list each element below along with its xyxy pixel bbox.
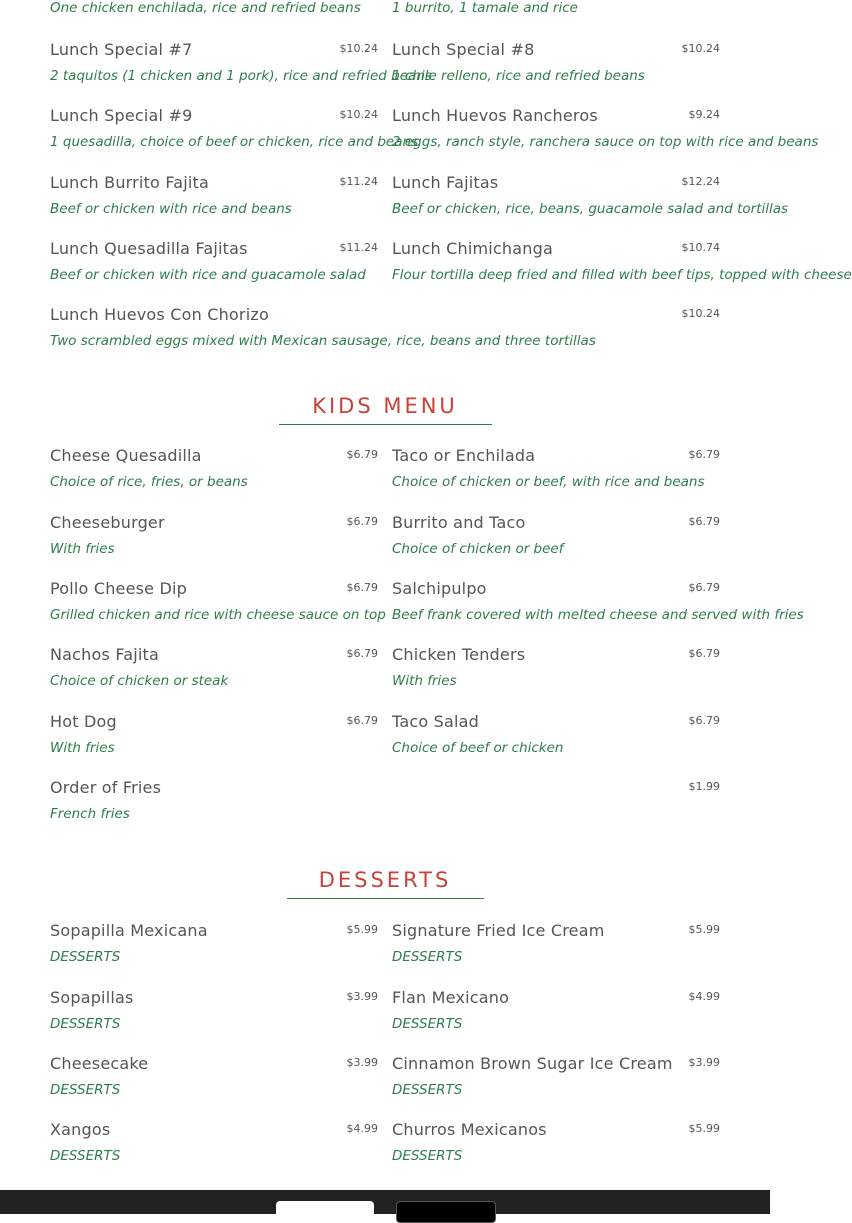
menu-item[interactable] [392,231,852,297]
item-name: Cheese Quesadilla [50,446,202,466]
menu-item[interactable] [392,1112,720,1178]
item-description: One chicken enchilada, rice and refried beans [50,0,361,16]
menu-item[interactable] [392,571,804,637]
item-price: $6.79 [346,581,378,595]
lunch-partial-item-2 [392,0,720,22]
item-description: 2 eggs, ranch style, ranchera sauce on top with rice and beans [392,134,819,151]
menu-item[interactable] [50,571,386,637]
item-price: $6.79 [688,448,720,462]
desserts-section [50,868,720,1178]
item-description: DESSERTS [50,1081,121,1098]
menu-item[interactable] [392,505,720,571]
item-name: Taco Salad [392,711,479,731]
item-name: Signature Fried Ice Cream [392,921,605,941]
menu-item[interactable] [392,980,720,1046]
item-price: $6.79 [346,647,378,661]
item-price: $10.74 [681,240,720,254]
menu-content [50,0,852,1178]
item-price: $6.79 [688,713,720,727]
item-description: DESSERTS [392,1148,463,1165]
item-name: Churros Mexicanos [392,1120,547,1140]
item-name: Sopapillas [50,987,134,1007]
item-description: Choice of beef or chicken [392,739,564,756]
item-price: $5.99 [688,923,720,937]
item-name: Lunch Quesadilla Fajitas [50,238,248,258]
item-price: $6.79 [346,713,378,727]
section-divider [287,898,484,899]
item-price: $6.79 [688,514,720,528]
menu-item[interactable] [50,32,432,98]
item-description: Grilled chicken and rice with cheese sauce on top [50,607,386,624]
item-description: DESSERTS [50,949,121,966]
item-name: Lunch Special #7 [50,40,193,59]
item-price: $11.24 [339,240,378,254]
lunch-grid [50,32,852,363]
menu-item[interactable] [50,913,378,979]
item-price: $11.24 [339,174,378,188]
item-description: DESSERTS [392,1015,463,1032]
item-price: $5.99 [346,923,378,937]
menu-item[interactable] [392,637,720,703]
menu-item[interactable] [50,637,378,703]
menu-item[interactable] [392,98,819,164]
item-description: Beef or chicken with rice and beans [50,200,292,217]
lunch-top-row [50,0,720,22]
item-price: $1.99 [688,779,720,793]
section-divider [279,424,492,425]
item-name: Cheesecake [50,1053,149,1073]
item-description: DESSERTS [50,1148,121,1165]
item-description: French fries [50,805,130,822]
item-price: $4.99 [346,1122,378,1136]
item-price: $3.99 [346,1055,378,1069]
menu-item[interactable] [50,980,378,1046]
kids-grid [50,438,804,836]
item-name: Lunch Huevos Rancheros [392,106,598,126]
desserts-grid [50,913,720,1178]
item-price: $3.99 [346,989,378,1003]
item-name: Sopapilla Mexicana [50,921,208,941]
lunch-partial-item-1 [50,0,378,22]
item-price: $6.79 [688,647,720,661]
menu-item[interactable] [50,165,378,231]
menu-item[interactable] [392,1046,720,1112]
item-price: $10.24 [339,42,378,55]
item-price: $12.24 [681,174,720,188]
item-description: Choice of rice, fries, or beans [50,474,248,491]
section-title: DESSERTS [318,868,452,893]
item-description: Choice of chicken or beef, with rice and beans [392,474,705,491]
item-name: Burrito and Taco [392,512,526,532]
menu-item[interactable] [392,32,720,98]
menu-item[interactable] [50,1046,378,1112]
item-price: $10.24 [681,307,720,321]
item-name: Chicken Tenders [392,645,526,665]
menu-item[interactable] [392,438,720,504]
item-price: $5.99 [688,1122,720,1136]
item-description: Beef or chicken, rice, beans, guacamole salad and tortillas [392,200,789,217]
item-description: DESSERTS [50,1015,121,1032]
item-description: Choice of chicken or beef [392,540,564,557]
page-footer [0,1190,770,1214]
item-price: $3.99 [688,1055,720,1069]
item-price: $10.24 [339,108,378,122]
menu-item[interactable] [50,438,378,504]
item-name: Lunch Fajitas [392,172,499,192]
item-description: 1 burrito, 1 tamale and rice [392,0,578,16]
item-name: Cinnamon Brown Sugar Ice Cream [392,1053,673,1073]
menu-item[interactable] [392,165,789,231]
app-store-badge-dark[interactable] [396,1201,496,1223]
item-description: Beef or chicken with rice and guacamole salad [50,266,366,283]
item-name: Xangos [50,1120,111,1140]
item-name: Lunch Burrito Fajita [50,172,210,192]
item-description: With fries [50,540,115,557]
app-store-badge-light[interactable] [276,1201,374,1221]
kids-menu-section [50,394,804,836]
item-price: $6.79 [346,448,378,462]
item-description: 1 quesadilla, choice of beef or chicken, rice and beans [50,134,419,151]
item-description: With fries [50,739,115,756]
item-name: Order of Fries [50,777,162,797]
menu-item[interactable] [392,704,720,770]
item-name: Lunch Special #9 [50,106,193,126]
item-price: $4.99 [688,989,720,1003]
item-description: DESSERTS [392,949,463,966]
item-name: Nachos Fajita [50,645,160,665]
item-description: 1 chile relleno, rice and refried beans [392,68,645,84]
menu-item[interactable] [50,1112,378,1178]
item-name: Lunch Special #8 [392,40,535,59]
item-price: $6.79 [688,581,720,595]
item-name: Pollo Cheese Dip [50,579,188,599]
menu-item[interactable] [50,231,378,297]
item-name: Lunch Chimichanga [392,238,553,258]
item-name: Cheeseburger [50,512,165,532]
item-name: Salchipulpo [392,579,487,599]
menu-item[interactable] [392,913,720,979]
item-price: $10.24 [681,42,720,55]
item-description: Choice of chicken or steak [50,673,229,690]
item-price: $9.24 [688,108,720,122]
item-name: Flan Mexicano [392,987,510,1007]
item-description: Flour tortilla deep fried and filled with beef tips, topped with cheese [392,266,852,283]
item-description: DESSERTS [392,1081,463,1098]
item-name: Lunch Huevos Con Chorizo [50,305,269,325]
menu-item[interactable] [50,704,378,770]
menu-item[interactable] [50,297,720,363]
item-price: $6.79 [346,514,378,528]
item-description: Beef frank covered with melted cheese and served with fries [392,607,804,624]
item-description: 2 taquitos (1 chicken and 1 pork), rice and refried beans [50,68,432,84]
item-name: Taco or Enchilada [392,446,536,466]
item-name: Hot Dog [50,711,117,731]
item-description: Two scrambled eggs mixed with Mexican sausage, rice, beans and three tortillas [50,333,596,350]
menu-item[interactable] [50,98,419,164]
item-description: With fries [392,673,457,690]
menu-item[interactable] [50,505,378,571]
section-title: KIDS MENU [312,394,458,419]
menu-item[interactable] [50,770,720,836]
